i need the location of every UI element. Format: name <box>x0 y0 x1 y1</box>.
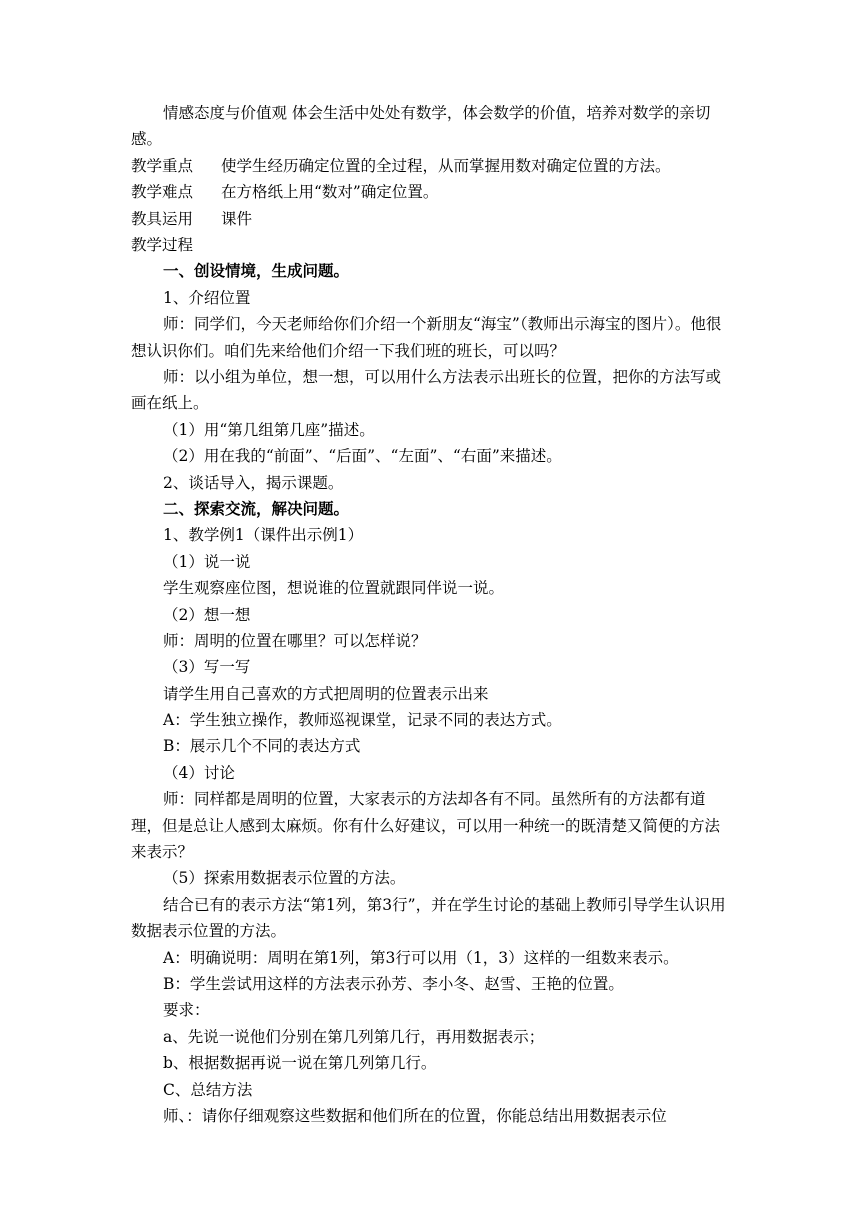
line-text: 课件 <box>221 209 253 228</box>
list-item: 请学生用自己喜欢的方式把周明的位置表示出来 <box>163 684 489 703</box>
paragraph-text: 师：同样都是周明的位置，大家表示的方法却各有不同。虽然所有的方法都有道理，但是总让人感到太麻烦。你有什么好建议，可以用一种统一的既清楚又简便的方法来表示？ <box>131 790 721 862</box>
list-item: （1）用“第几组第几座”描述。 <box>163 420 375 439</box>
labeled-line-tools <box>131 206 731 232</box>
paragraph <box>131 786 731 865</box>
list-item: b、根据数据再说一说在第几列第几行。 <box>163 1054 437 1073</box>
list-item: （2）想一想 <box>163 605 251 624</box>
list-item: 2、谈话导入，揭示课题。 <box>163 473 344 492</box>
list-item: （2）用在我的“前面”、“后面”、“左面”、“右面”来描述。 <box>163 447 562 466</box>
list-item: 1、教学例1（课件出示例1） <box>163 526 364 545</box>
paragraph-text: 结合已有的表示方法“第1列，第3行”，并在学生讨论的基础上教师引导学生认识用数据表示位置的方法。 <box>131 895 726 941</box>
paragraph-text: 师：同学们，今天老师给你们介绍一个新朋友“海宝”（教师出示海宝的图片）。他很想认识你们。咱们先来给他们介绍一下我们班的班长，可以吗？ <box>131 315 722 360</box>
section-label-process: 教学过程 <box>131 235 194 254</box>
paragraph-text: 师：以小组为单位，想一想，可以用什么方法表示出班长的位置，把你的方法写或画在纸上。 <box>131 367 722 413</box>
paragraph-attitude <box>131 100 731 153</box>
list-item: A：明确说明：周明在第1列，第3行可以用（1，3）这样的一组数来表示。 <box>163 948 679 967</box>
list-item: B：展示几个不同的表达方式 <box>163 737 361 756</box>
line-label: 教学难点 <box>131 183 194 202</box>
list-item: A：学生独立操作，教师巡视课堂，记录不同的表达方式。 <box>163 711 562 730</box>
paragraph-text: 情感态度与价值观 体会生活中处处有数学，体会数学的价值，培养对数学的亲切感。 <box>131 104 711 149</box>
list-item: 学生观察座位图，想说谁的位置就跟同伴说一说。 <box>163 579 505 598</box>
paragraph <box>131 892 731 945</box>
list-item: C、总结方法 <box>163 1080 253 1099</box>
list-item: （4）讨论 <box>163 763 235 782</box>
document-body <box>131 100 731 1129</box>
paragraph <box>131 311 731 364</box>
list-item: （1）说一说 <box>163 552 251 571</box>
line-label: 教学重点 <box>131 156 194 175</box>
list-item: a、先说一说他们分别在第几列第几行，再用数据表示； <box>163 1027 545 1046</box>
list-item: 1、介绍位置 <box>163 288 251 307</box>
heading-section-2: 二、探索交流，解决问题。 <box>163 498 350 518</box>
heading-section-1: 一、创设情境，生成问题。 <box>163 261 350 281</box>
paragraph <box>131 364 731 417</box>
labeled-line-key-point <box>131 153 731 179</box>
list-item: （3）写一写 <box>163 658 251 677</box>
list-item: 师：周明的位置在哪里？可以怎样说？ <box>163 631 427 650</box>
list-item: （5）探索用数据表示位置的方法。 <box>163 869 406 888</box>
labeled-line-difficulty <box>131 179 731 205</box>
line-text: 在方格纸上用“数对”确定位置。 <box>221 183 439 202</box>
list-item: 要求： <box>163 1001 210 1020</box>
line-label: 教具运用 <box>131 209 194 228</box>
list-item: B：学生尝试用这样的方法表示孙芳、李小冬、赵雪、王艳的位置。 <box>163 975 624 994</box>
list-item: 师、：请你仔细观察这些数据和他们所在的位置，你能总结出用数据表示位 <box>163 1107 667 1126</box>
line-text: 使学生经历确定位置的全过程，从而掌握用数对确定位置的方法。 <box>221 156 671 175</box>
